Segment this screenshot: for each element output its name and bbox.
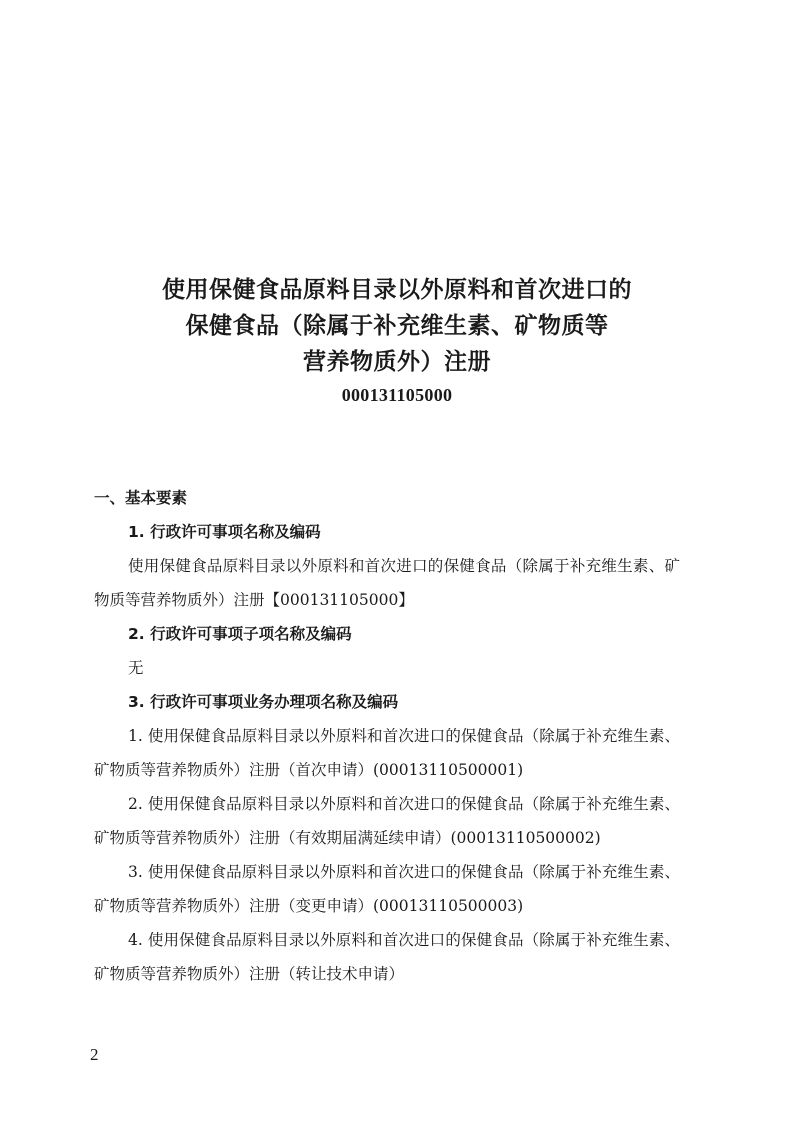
item-2-text: 无	[128, 659, 144, 677]
item-2-heading: 2. 行政许可事项子项名称及编码	[128, 625, 352, 643]
document-title	[0, 272, 794, 410]
item-3-heading: 3. 行政许可事项业务办理项名称及编码	[128, 693, 399, 711]
item-3-entry-4: 4. 使用保健食品原料目录以外原料和首次进口的保健食品（除属于补充维生素、矿物质等营养物质外）注册（转让技术申请）	[94, 931, 680, 983]
title-line-2: 保健食品（除属于补充维生素、矿物质等	[185, 313, 609, 339]
title-line-1: 使用保健食品原料目录以外原料和首次进口的	[162, 277, 632, 303]
document-body	[94, 481, 680, 991]
page-number: 2	[90, 1045, 99, 1064]
title-line-3: 营养物质外）注册	[303, 349, 491, 375]
section-heading-basic-elements: 一、基本要素	[94, 489, 188, 507]
item-3-entry-2: 2. 使用保健食品原料目录以外原料和首次进口的保健食品（除属于补充维生素、矿物质等营养物质外）注册（有效期届满延续申请）(00013110500002)	[94, 795, 680, 847]
item-1-text: 使用保健食品原料目录以外原料和首次进口的保健食品（除属于补充维生素、矿物质等营养物质外）注册【000131105000】	[94, 557, 680, 609]
item-1-heading: 1. 行政许可事项名称及编码	[128, 523, 321, 541]
item-3-entry-1: 1. 使用保健食品原料目录以外原料和首次进口的保健食品（除属于补充维生素、矿物质等营养物质外）注册（首次申请）(00013110500001)	[94, 727, 680, 779]
title-code: 000131105000	[341, 385, 453, 405]
item-3-entry-3: 3. 使用保健食品原料目录以外原料和首次进口的保健食品（除属于补充维生素、矿物质等营养物质外）注册（变更申请）(00013110500003)	[94, 863, 680, 915]
